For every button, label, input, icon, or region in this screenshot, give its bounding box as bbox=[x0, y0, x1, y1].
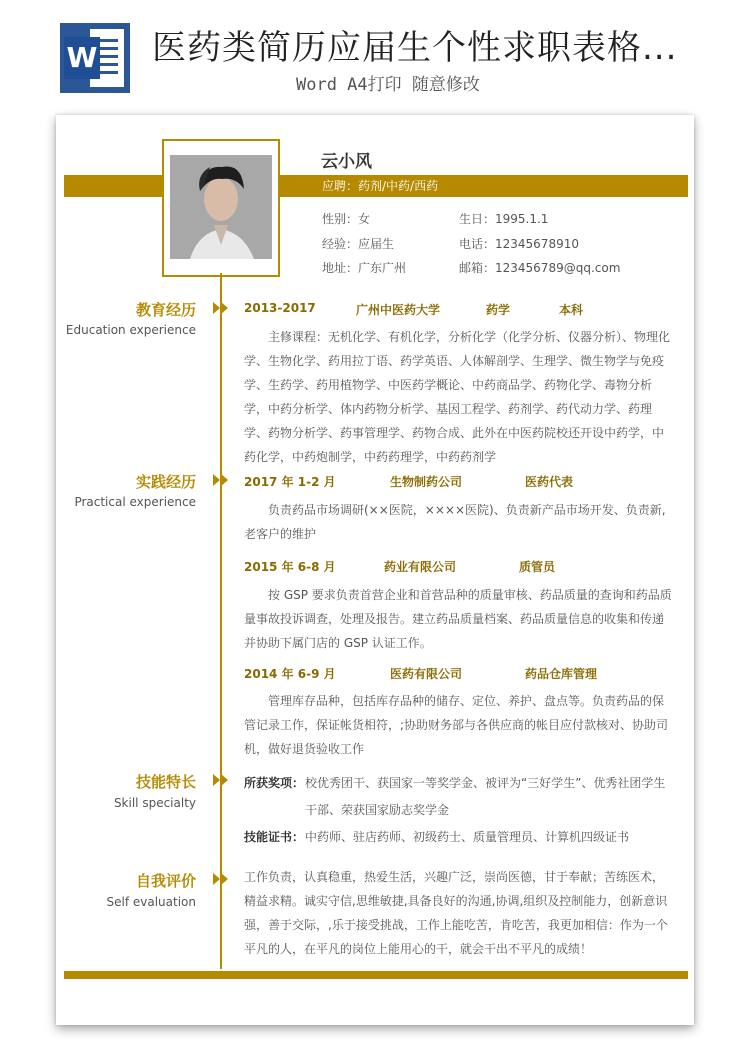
job-company: 生物制药公司 bbox=[390, 475, 463, 489]
certs-label: 技能证书： bbox=[244, 830, 305, 844]
phone-field: 电话：12345678910 bbox=[459, 237, 579, 251]
skills-title-en: Skill specialty bbox=[113, 796, 196, 810]
education-arrow-icon bbox=[212, 302, 230, 314]
address-field: 地址：广东广州 bbox=[322, 261, 407, 275]
awards-text: 校优秀团干、获国家一等奖学金、被评为“三好学生”、优秀社团学生 bbox=[305, 776, 666, 790]
skills-title: 技能特长 bbox=[135, 773, 196, 791]
job-period: 2015 年 6-8 月 bbox=[244, 560, 336, 574]
education-courses: 主修课程：无机化学、有机化学，分析化学（化学分析、仪器分析）、物理化学、生物化学、药用拉丁语、药学英语、人体解剖学、生理学、微生物学与免疫学、生药学、药用植物学、中医药学概论、中药商品学、药物化学、毒物分析学，中药分析学、体内药物分析学、基因工程学、药剂学、药代动力学、药理学、药物分析学、药事管理学、药物合成、此外在中医药院校还开设中药学，中药化学，中药炮制学，中药药理学，中药药剂学 bbox=[244, 330, 671, 464]
job-description: 管理库存品种，包括库存品种的储存、定位、养护、盘点等。负责药品的保管记录工作，保证帐货相符，;协助财务部与各供应商的帐目应付款核对、协助司机，做好退货验收工作 bbox=[244, 694, 669, 756]
education-degree: 本科 bbox=[559, 303, 584, 317]
candidate-name: 云小风 bbox=[321, 152, 372, 172]
email-field: 邮箱：123456789@qq.com bbox=[459, 261, 621, 275]
birthday-field: 生日：1995.1.1 bbox=[459, 212, 549, 226]
job-description: 负责药品市场调研(××医院，××××医院)、负责新产品市场开发、负责新,老客户的维护 bbox=[244, 503, 666, 541]
job-role: 质管员 bbox=[519, 560, 556, 574]
photo-frame bbox=[162, 139, 280, 277]
experience-field: 经验：应届生 bbox=[322, 237, 395, 251]
document-title: 医药类简历应届生个性求职表格... bbox=[152, 28, 678, 68]
awards-text-cont: 干部、荣获国家励志奖学金 bbox=[305, 803, 450, 817]
awards-label: 所获奖项： bbox=[244, 776, 305, 790]
job-period: 2014 年 6-9 月 bbox=[244, 667, 336, 681]
self-eval-text: 工作负责，认真稳重，热爱生活，兴趣广泛，崇尚医德，甘于奉献；苦练医术，精益求精。诚实守信,思维敏捷,具备良好的沟通,协调,组织及控制能力，创新意识强，善于交际，,乐于接受挑战，工作上能吃苦，肯吃苦，我更加相信：作为一个平凡的人，在平凡的岗位上能用心的干，就会干出不平凡的成绩！ bbox=[244, 870, 668, 956]
practice-title: 实践经历 bbox=[135, 473, 196, 491]
certs-text: 中药师、驻店药师、初级药士、质量管理员、计算机四级证书 bbox=[305, 830, 630, 844]
self-eval-title-en: Self evaluation bbox=[106, 895, 196, 909]
job-role: 医药代表 bbox=[525, 475, 574, 489]
education-title: 教育经历 bbox=[135, 301, 196, 319]
job-period: 2017 年 1-2 月 bbox=[244, 475, 336, 489]
job-description: 按 GSP 要求负责首营企业和首营品种的质量审核、药品质量的查询和药品质量事故投诉调查，处理及报告。建立药品质量档案、药品质量信息的收集和传递并协助下属门店的 GSP 认证工作。 bbox=[244, 588, 672, 650]
skills-arrow-icon bbox=[212, 774, 230, 786]
resume-page bbox=[56, 115, 694, 1025]
document-header bbox=[0, 0, 750, 110]
gender-field: 性别：女 bbox=[322, 212, 371, 226]
word-icon-letter: W bbox=[64, 37, 100, 79]
education-school: 广州中医药大学 bbox=[356, 303, 441, 317]
job-company: 医药有限公司 bbox=[390, 667, 463, 681]
job-company: 药业有限公司 bbox=[384, 560, 457, 574]
education-period: 2013-2017 bbox=[244, 301, 316, 315]
word-icon bbox=[60, 23, 130, 93]
profile-photo bbox=[170, 155, 272, 259]
self-eval-title: 自我评价 bbox=[135, 872, 196, 890]
document-subtitle: Word A4打印 随意修改 bbox=[296, 75, 480, 95]
timeline-line bbox=[220, 273, 222, 969]
practice-arrow-icon bbox=[212, 474, 230, 486]
education-title-en: Education experience bbox=[65, 323, 196, 337]
footer-band bbox=[64, 971, 688, 979]
apply-position: 应聘：药剂/中药/西药 bbox=[322, 179, 439, 193]
job-role: 药品仓库管理 bbox=[525, 667, 598, 681]
education-major: 药学 bbox=[486, 303, 511, 317]
self-eval-arrow-icon bbox=[212, 873, 230, 885]
practice-title-en: Practical experience bbox=[74, 495, 196, 509]
